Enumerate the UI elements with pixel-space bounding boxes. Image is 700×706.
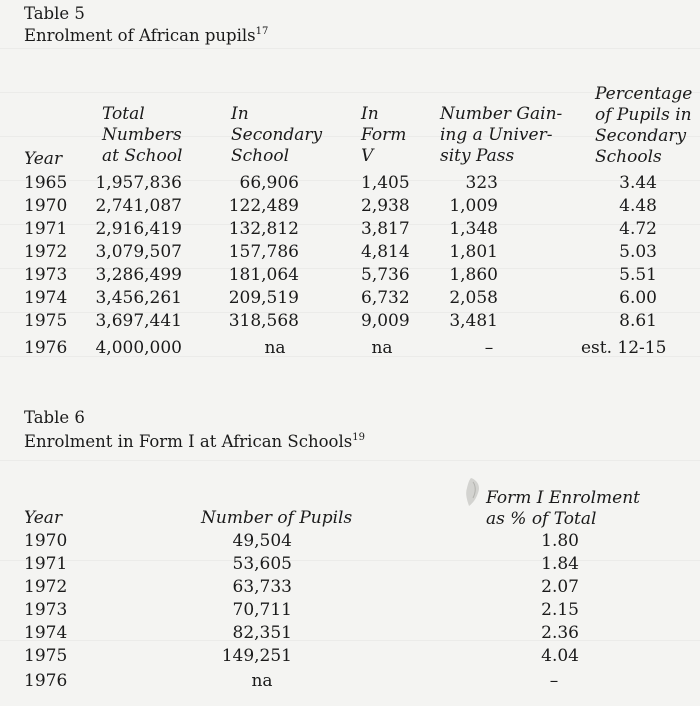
cell-total: 4,000,000 (95, 338, 182, 358)
table5-header-pct: Percentage of Pupils in Secondary Schools (595, 84, 693, 167)
cell-pct: 8.61 (619, 311, 657, 331)
cell-secondary: 122,489 (228, 196, 299, 216)
cell-univ: 323 (465, 173, 498, 193)
table-row (0, 623, 700, 644)
table-row (0, 554, 700, 575)
table5-header-univ: Number Gain- ing a Univer- sity Pass (440, 104, 563, 166)
table6-header-pupils: Number of Pupils (201, 508, 353, 528)
cell-total: 3,697,441 (95, 311, 182, 331)
cell-form5: 6,732 (361, 288, 410, 308)
cell-pupils: 53,605 (232, 554, 292, 574)
cell-form5: 2,938 (361, 196, 410, 216)
cell-year: 1970 (24, 196, 68, 216)
table5-header-year: Year (24, 149, 63, 169)
cell-secondary: 157,786 (228, 242, 299, 262)
cell-pupils: na (251, 671, 273, 691)
table5-title (24, 26, 268, 46)
cell-pupils: 82,351 (232, 623, 292, 643)
cell-univ: 1,801 (449, 242, 498, 262)
cell-year: 1975 (24, 311, 68, 331)
cell-univ: – (484, 338, 494, 358)
cell-form5: 3,817 (361, 219, 410, 239)
cell-total: 2,916,419 (95, 219, 182, 239)
cell-pct: 4.72 (619, 219, 657, 239)
table-row (0, 671, 700, 692)
ink-smudge (463, 476, 485, 508)
cell-form5: 9,009 (361, 311, 410, 331)
table6-caption: Table 6 (24, 408, 85, 427)
cell-year: 1974 (24, 288, 68, 308)
cell-univ: 1,348 (449, 219, 498, 239)
cell-total: 2,741,087 (95, 196, 182, 216)
cell-year: 1972 (24, 577, 68, 597)
cell-year: 1974 (24, 623, 68, 643)
table-row (0, 646, 700, 667)
table6-title-text: Enrolment in Form I at African Schools (24, 432, 353, 451)
table-row (0, 219, 700, 240)
table5-header-total: Total Numbers at School (102, 104, 183, 166)
table-row (0, 577, 700, 598)
cell-form5: 5,736 (361, 265, 410, 285)
table5-header-form5: In Form V (361, 104, 407, 166)
cell-pct: 5.51 (619, 265, 657, 285)
table-row (0, 242, 700, 263)
cell-form5: na (371, 338, 393, 358)
cell-pct: 4.04 (541, 646, 579, 666)
cell-univ: 1,009 (449, 196, 498, 216)
cell-pct: 6.00 (619, 288, 657, 308)
table5-header-secondary: In Secondary School (231, 104, 323, 166)
cell-pct: est. 12-15 (581, 338, 667, 358)
cell-year: 1976 (24, 338, 68, 358)
cell-year: 1975 (24, 646, 68, 666)
cell-univ: 2,058 (449, 288, 498, 308)
cell-pupils: 49,504 (232, 531, 292, 551)
cell-year: 1972 (24, 242, 68, 262)
cell-pupils: 149,251 (221, 646, 292, 666)
table-row (0, 311, 700, 332)
cell-pupils: 70,711 (232, 600, 292, 620)
cell-secondary: 318,568 (228, 311, 299, 331)
cell-secondary: 66,906 (239, 173, 299, 193)
table-row (0, 196, 700, 217)
cell-year: 1973 (24, 600, 68, 620)
cell-pct: – (549, 671, 559, 691)
cell-total: 3,079,507 (95, 242, 182, 262)
cell-form5: 1,405 (361, 173, 410, 193)
cell-year: 1973 (24, 265, 68, 285)
table-row (0, 600, 700, 621)
cell-total: 3,286,499 (95, 265, 182, 285)
cell-year: 1971 (24, 219, 68, 239)
cell-secondary: 209,519 (228, 288, 299, 308)
table5-title-text: Enrolment of African pupils (24, 26, 256, 45)
table6-header-pct: Form I Enrolment as % of Total (486, 488, 640, 529)
cell-form5: 4,814 (361, 242, 410, 262)
cell-secondary: 181,064 (228, 265, 299, 285)
table-row (0, 288, 700, 309)
table-row (0, 338, 700, 359)
cell-pct: 3.44 (619, 173, 657, 193)
cell-pupils: 63,733 (232, 577, 292, 597)
table6-header-year: Year (24, 508, 63, 528)
cell-year: 1971 (24, 554, 68, 574)
table6-footnote-ref: 19 (352, 431, 365, 443)
cell-total: 3,456,261 (95, 288, 182, 308)
cell-pct: 5.03 (619, 242, 657, 262)
cell-year: 1976 (24, 671, 68, 691)
cell-pct: 2.07 (541, 577, 579, 597)
table6-title (24, 432, 365, 452)
cell-pct: 2.36 (541, 623, 579, 643)
table-row (0, 173, 700, 194)
cell-univ: 1,860 (449, 265, 498, 285)
cell-year: 1965 (24, 173, 68, 193)
cell-secondary: 132,812 (228, 219, 299, 239)
table5-footnote-ref: 17 (255, 25, 269, 37)
cell-secondary: na (264, 338, 286, 358)
table-row (0, 265, 700, 286)
table5-caption: Table 5 (24, 4, 85, 23)
cell-pct: 2.15 (541, 600, 579, 620)
cell-year: 1970 (24, 531, 68, 551)
cell-pct: 1.80 (541, 531, 579, 551)
cell-pct: 1.84 (541, 554, 579, 574)
cell-pct: 4.48 (619, 196, 657, 216)
cell-total: 1,957,836 (95, 173, 182, 193)
cell-univ: 3,481 (449, 311, 498, 331)
table-row (0, 531, 700, 552)
